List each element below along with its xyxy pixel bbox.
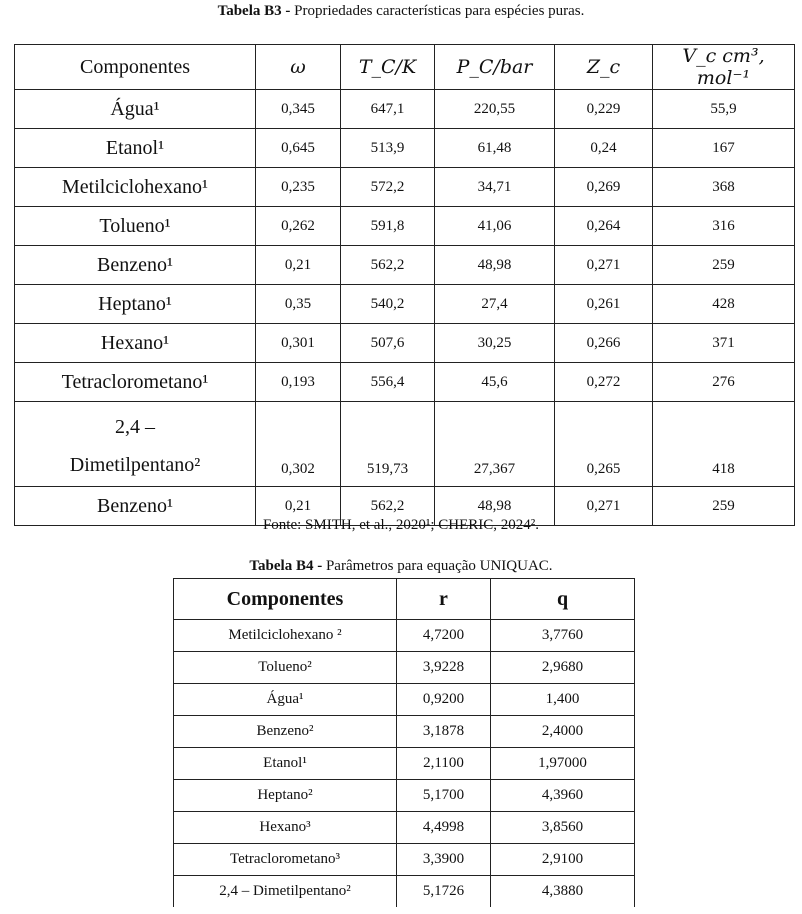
cell-component bbox=[15, 402, 256, 487]
cell-component: Hexano¹ bbox=[15, 324, 256, 363]
cell-pc: 27,4 bbox=[435, 285, 555, 324]
cell-component: Metilciclohexano¹ bbox=[15, 168, 256, 207]
cell-vc: 259 bbox=[653, 487, 795, 526]
cell-pc: 45,6 bbox=[435, 363, 555, 402]
table-row bbox=[174, 844, 635, 876]
cell-r: 4,4998 bbox=[397, 812, 491, 844]
cell-zc: 0,272 bbox=[555, 363, 653, 402]
table-row bbox=[15, 90, 795, 129]
cell-zc: 0,269 bbox=[555, 168, 653, 207]
cell-tc: 507,6 bbox=[341, 324, 435, 363]
cell-vc: 428 bbox=[653, 285, 795, 324]
cell-q: 2,9100 bbox=[491, 844, 635, 876]
cell-component: Tetraclorometano¹ bbox=[15, 363, 256, 402]
table-b4-caption-text: Parâmetros para equação UNIQUAC. bbox=[322, 558, 553, 574]
cell-vc: 316 bbox=[653, 207, 795, 246]
cell-omega: 0,193 bbox=[256, 363, 341, 402]
cell-vc: 371 bbox=[653, 324, 795, 363]
cell-pc: 48,98 bbox=[435, 487, 555, 526]
cell-component: Etanol¹ bbox=[15, 129, 256, 168]
cell-omega: 0,262 bbox=[256, 207, 341, 246]
header-tc: T_C/K bbox=[341, 45, 435, 90]
cell-r: 3,9228 bbox=[397, 652, 491, 684]
cell-tc: 562,2 bbox=[341, 246, 435, 285]
table-row bbox=[15, 285, 795, 324]
cell-q: 3,7760 bbox=[491, 620, 635, 652]
cell-tc: 562,2 bbox=[341, 487, 435, 526]
table-b3-caption-text: Propriedades características para espécies puras. bbox=[290, 3, 585, 19]
table-b4 bbox=[173, 578, 635, 907]
cell-tc: 591,8 bbox=[341, 207, 435, 246]
table-row bbox=[174, 620, 635, 652]
cell-pc: 30,25 bbox=[435, 324, 555, 363]
cell-zc: 0,229 bbox=[555, 90, 653, 129]
cell-component: Tetraclorometano³ bbox=[174, 844, 397, 876]
cell-q: 2,9680 bbox=[491, 652, 635, 684]
table-row bbox=[15, 129, 795, 168]
cell-tc: 556,4 bbox=[341, 363, 435, 402]
cell-q: 3,8560 bbox=[491, 812, 635, 844]
table-row bbox=[15, 168, 795, 207]
table-b3-caption bbox=[0, 2, 802, 20]
cell-pc: 41,06 bbox=[435, 207, 555, 246]
cell-component: Heptano¹ bbox=[15, 285, 256, 324]
cell-component: Heptano² bbox=[174, 780, 397, 812]
table-b3 bbox=[14, 44, 795, 526]
cell-zc: 0,271 bbox=[555, 487, 653, 526]
cell-tc: 572,2 bbox=[341, 168, 435, 207]
table-row bbox=[174, 780, 635, 812]
cell-component: Tolueno² bbox=[174, 652, 397, 684]
cell-vc: 368 bbox=[653, 168, 795, 207]
cell-q: 1,400 bbox=[491, 684, 635, 716]
cell-component: Água¹ bbox=[174, 684, 397, 716]
table-row bbox=[174, 748, 635, 780]
table-row bbox=[15, 246, 795, 285]
cell-omega: 0,35 bbox=[256, 285, 341, 324]
table-row bbox=[174, 716, 635, 748]
table-row bbox=[15, 402, 795, 487]
cell-vc: 259 bbox=[653, 246, 795, 285]
cell-zc: 0,271 bbox=[555, 246, 653, 285]
cell-tc: 540,2 bbox=[341, 285, 435, 324]
header-q: q bbox=[491, 579, 635, 620]
table-row bbox=[15, 324, 795, 363]
header-pc: P_C/bar bbox=[435, 45, 555, 90]
cell-component: Benzeno² bbox=[174, 716, 397, 748]
header-zc: Z_c bbox=[555, 45, 653, 90]
cell-omega: 0,645 bbox=[256, 129, 341, 168]
cell-r: 5,1726 bbox=[397, 876, 491, 908]
cell-r: 3,1878 bbox=[397, 716, 491, 748]
cell-vc: 55,9 bbox=[653, 90, 795, 129]
cell-vc: 418 bbox=[653, 402, 795, 487]
table-header-row bbox=[15, 45, 795, 90]
cell-omega: 0,21 bbox=[256, 246, 341, 285]
cell-omega: 0,235 bbox=[256, 168, 341, 207]
table-header-row bbox=[174, 579, 635, 620]
cell-component: Etanol¹ bbox=[174, 748, 397, 780]
header-r: r bbox=[397, 579, 491, 620]
table-row bbox=[174, 652, 635, 684]
table-row bbox=[174, 876, 635, 908]
cell-r: 0,9200 bbox=[397, 684, 491, 716]
cell-tc: 519,73 bbox=[341, 402, 435, 487]
cell-component-line1: 2,4 – bbox=[115, 416, 155, 438]
header-omega: ω bbox=[256, 45, 341, 90]
cell-component-line2: Dimetilpentano² bbox=[69, 454, 201, 476]
cell-component: Água¹ bbox=[15, 90, 256, 129]
cell-q: 4,3880 bbox=[491, 876, 635, 908]
cell-r: 3,3900 bbox=[397, 844, 491, 876]
cell-component: 2,4 – Dimetilpentano² bbox=[174, 876, 397, 908]
cell-component: Benzeno¹ bbox=[15, 246, 256, 285]
cell-q: 1,97000 bbox=[491, 748, 635, 780]
table-b3-caption-label: Tabela B3 - bbox=[217, 3, 291, 19]
cell-r: 2,1100 bbox=[397, 748, 491, 780]
cell-omega: 0,21 bbox=[256, 487, 341, 526]
cell-q: 2,4000 bbox=[491, 716, 635, 748]
cell-component: Benzeno¹ bbox=[15, 487, 256, 526]
cell-zc: 0,265 bbox=[555, 402, 653, 487]
cell-omega: 0,302 bbox=[256, 402, 341, 487]
table-b4-caption-label: Tabela B4 - bbox=[249, 558, 323, 574]
cell-pc: 48,98 bbox=[435, 246, 555, 285]
table-row bbox=[174, 812, 635, 844]
table-b3-source: Fonte: SMITH, et al., 2020¹; CHERIC, 2024². bbox=[262, 517, 540, 533]
cell-zc: 0,266 bbox=[555, 324, 653, 363]
cell-r: 5,1700 bbox=[397, 780, 491, 812]
cell-r: 4,7200 bbox=[397, 620, 491, 652]
cell-component: Metilciclohexano ² bbox=[174, 620, 397, 652]
cell-vc: 276 bbox=[653, 363, 795, 402]
header-componentes: Componentes bbox=[174, 579, 397, 620]
table-row bbox=[174, 684, 635, 716]
cell-tc: 513,9 bbox=[341, 129, 435, 168]
cell-pc: 34,71 bbox=[435, 168, 555, 207]
cell-component: Tolueno¹ bbox=[15, 207, 256, 246]
header-componentes: Componentes bbox=[15, 45, 256, 90]
cell-pc: 220,55 bbox=[435, 90, 555, 129]
cell-omega: 0,345 bbox=[256, 90, 341, 129]
cell-pc: 61,48 bbox=[435, 129, 555, 168]
header-vc: V_c cm³, mol⁻¹ bbox=[653, 45, 795, 90]
cell-zc: 0,24 bbox=[555, 129, 653, 168]
cell-zc: 0,261 bbox=[555, 285, 653, 324]
cell-zc: 0,264 bbox=[555, 207, 653, 246]
cell-vc: 167 bbox=[653, 129, 795, 168]
cell-pc: 27,367 bbox=[435, 402, 555, 487]
table-row bbox=[15, 207, 795, 246]
table-row bbox=[15, 363, 795, 402]
cell-component: Hexano³ bbox=[174, 812, 397, 844]
cell-q: 4,3960 bbox=[491, 780, 635, 812]
cell-tc: 647,1 bbox=[341, 90, 435, 129]
table-b4-caption bbox=[0, 557, 802, 575]
cell-omega: 0,301 bbox=[256, 324, 341, 363]
